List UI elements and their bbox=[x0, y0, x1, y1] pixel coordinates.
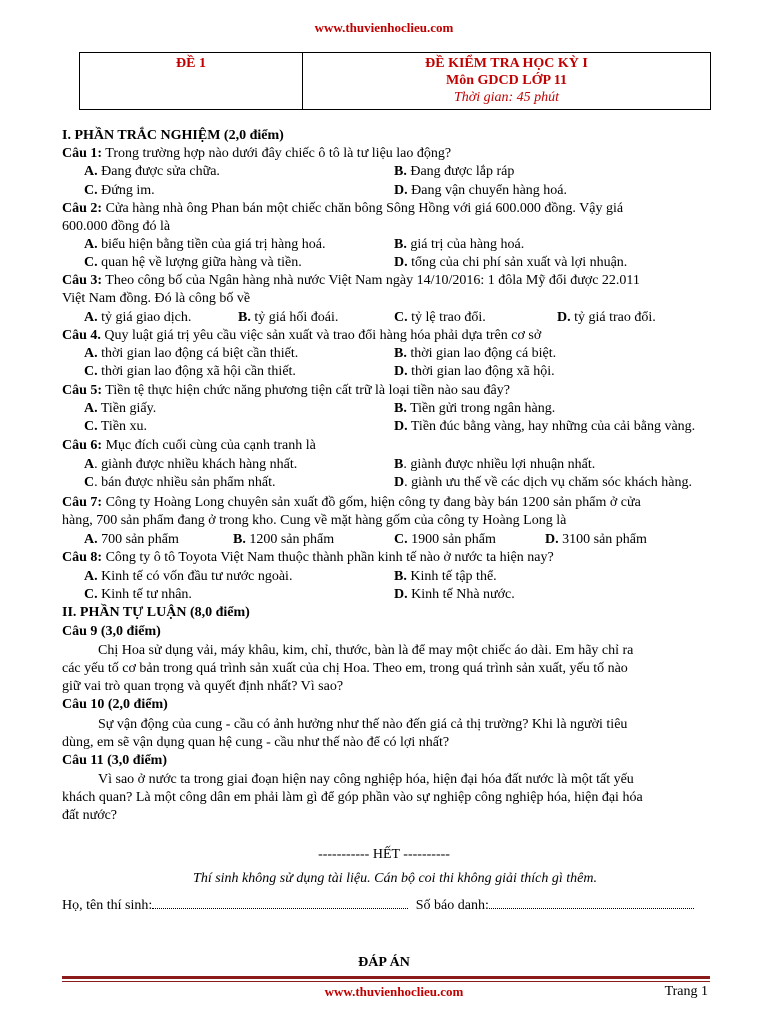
question-7 bbox=[62, 494, 641, 512]
opt-letter: C. bbox=[84, 255, 98, 270]
student-id-label: Số báo danh: bbox=[415, 898, 489, 913]
footer-rule bbox=[62, 976, 710, 979]
opt-letter: B. bbox=[394, 569, 407, 584]
exam-title: ĐỀ KIỂM TRA HỌC KỲ I bbox=[425, 56, 588, 71]
opt-text: Tiền xu. bbox=[97, 419, 148, 434]
opt-text: tỷ giá giao dịch. bbox=[97, 310, 192, 325]
option-a bbox=[84, 531, 179, 549]
option-d bbox=[394, 182, 567, 200]
opt-text: giá trị của hàng hoá. bbox=[406, 237, 525, 252]
option-d bbox=[557, 309, 656, 327]
question-10-line: dùng, em sẽ vận dụng quan hệ cung - cầu như thế nào để có lợi nhất? bbox=[62, 735, 450, 750]
section-2-title: II. PHẦN TỰ LUẬN (8,0 điểm) bbox=[62, 605, 250, 620]
opt-letter: A. bbox=[84, 569, 98, 584]
opt-letter: A. bbox=[84, 532, 98, 547]
option-a bbox=[84, 236, 325, 254]
opt-text: 3100 sản phẩm bbox=[558, 532, 647, 547]
opt-text: Đang được sửa chữa. bbox=[97, 164, 220, 179]
opt-text: Kinh tế tư nhân. bbox=[97, 587, 192, 602]
question-4 bbox=[62, 327, 541, 345]
opt-text: Tiền giấy. bbox=[97, 401, 157, 416]
opt-text: biểu hiện bằng tiền của giá trị hàng hoá. bbox=[97, 237, 326, 252]
option-b bbox=[394, 456, 595, 474]
end-marker: ----------- HẾT ---------- bbox=[318, 847, 450, 862]
section-1-title: I. PHẦN TRẮC NGHIỆM (2,0 điểm) bbox=[62, 128, 284, 143]
q-text: Tiền tệ thực hiện chức năng phương tiện cất trữ là loại tiền nào sau đây? bbox=[102, 383, 510, 398]
opt-letter: B. bbox=[394, 346, 407, 361]
option-a bbox=[84, 400, 156, 418]
exam-code: ĐỀ 1 bbox=[176, 56, 206, 71]
option-c bbox=[84, 254, 302, 272]
question-7-cont: hàng, 700 sản phẩm đang ở trong kho. Cung về mặt hàng gốm của công ty Hoàng Long là bbox=[62, 513, 567, 528]
option-b bbox=[238, 309, 338, 327]
opt-letter: C bbox=[84, 475, 95, 490]
option-c bbox=[84, 418, 147, 436]
student-name-label: Họ, tên thí sinh: bbox=[62, 898, 153, 913]
option-c bbox=[84, 363, 296, 381]
q-label: Câu 1: bbox=[62, 146, 103, 161]
student-name-field[interactable] bbox=[152, 908, 408, 909]
option-b bbox=[233, 531, 334, 549]
option-b bbox=[394, 345, 556, 363]
opt-text: thời gian lao động cá biệt. bbox=[406, 346, 557, 361]
question-2 bbox=[62, 200, 623, 218]
opt-text: . bán được nhiều sản phẩm nhất. bbox=[94, 475, 276, 490]
q-text: Quy luật giá trị yêu cầu việc sản xuất và trao đổi hàng hóa phải dựa trên cơ sở bbox=[100, 328, 542, 343]
option-c bbox=[394, 531, 496, 549]
option-b bbox=[394, 568, 497, 586]
opt-letter: D. bbox=[394, 364, 408, 379]
question-6 bbox=[62, 437, 316, 455]
opt-letter: D. bbox=[394, 419, 408, 434]
opt-letter: B bbox=[394, 457, 404, 472]
exam-subject: Môn GDCD LỚP 11 bbox=[446, 73, 567, 88]
option-d bbox=[394, 254, 627, 272]
opt-letter: B. bbox=[238, 310, 251, 325]
option-d bbox=[545, 531, 647, 549]
question-9-label: Câu 9 (3,0 điểm) bbox=[62, 624, 161, 639]
option-c bbox=[84, 586, 192, 604]
opt-text: thời gian lao động cá biệt cần thiết. bbox=[97, 346, 299, 361]
opt-text: thời gian lao động xã hội cần thiết. bbox=[97, 364, 296, 379]
opt-text: . giành ưu thế về các dịch vụ chăm sóc khách hàng. bbox=[404, 475, 692, 490]
option-b bbox=[394, 163, 514, 181]
opt-letter: D bbox=[394, 475, 405, 490]
q-label: Câu 8: bbox=[62, 550, 103, 565]
q-label: Câu 4. bbox=[62, 328, 101, 343]
opt-text: Tiền gửi trong ngân hàng. bbox=[406, 401, 556, 416]
exam-note: Thí sinh không sử dụng tài liệu. Cán bộ coi thi không giải thích gì thêm. bbox=[193, 871, 597, 886]
q-label: Câu 3: bbox=[62, 273, 103, 288]
q-text: Cửa hàng nhà ông Phan bán một chiếc chăn bông Sông Hồng với giá 600.000 đồng. Vậy giá bbox=[102, 201, 624, 216]
question-9-line: Chị Hoa sử dụng vải, máy khâu, kim, chỉ, thước, bàn là để may một chiếc áo dài. Em hãy chỉ ra bbox=[98, 643, 634, 658]
option-a bbox=[84, 309, 191, 327]
opt-letter: B. bbox=[394, 164, 407, 179]
opt-letter: A bbox=[84, 457, 95, 472]
question-10-label: Câu 10 (2,0 điểm) bbox=[62, 697, 168, 712]
option-a bbox=[84, 456, 297, 474]
opt-letter: A. bbox=[84, 346, 98, 361]
title-box bbox=[79, 52, 711, 110]
opt-text: Kinh tế có vốn đầu tư nước ngoài. bbox=[97, 569, 293, 584]
opt-letter: A. bbox=[84, 401, 98, 416]
option-c bbox=[394, 309, 486, 327]
opt-text: Kinh tế Nhà nước. bbox=[407, 587, 515, 602]
opt-text: tỷ lệ trao đổi. bbox=[407, 310, 486, 325]
q-text: Mục đích cuối cùng của cạnh tranh là bbox=[102, 438, 316, 453]
page-number: Trang 1 bbox=[664, 984, 708, 999]
opt-letter: D. bbox=[557, 310, 571, 325]
opt-letter: B. bbox=[394, 401, 407, 416]
option-c bbox=[84, 182, 155, 200]
student-name-row bbox=[62, 897, 694, 915]
question-11-label: Câu 11 (3,0 điểm) bbox=[62, 753, 167, 768]
opt-text: tỷ giá trao đổi. bbox=[570, 310, 656, 325]
q-text: Công ty ô tô Toyota Việt Nam thuộc thành phần kinh tế nào ở nước ta hiện nay? bbox=[102, 550, 554, 565]
question-8 bbox=[62, 549, 554, 567]
question-11-line: Vì sao ở nước ta trong giai đoạn hiện nay công nghiệp hóa, hiện đại hóa đất nước là một tất yếu bbox=[98, 772, 634, 787]
student-id-field[interactable] bbox=[489, 908, 694, 909]
opt-text: . giành được nhiều khách hàng nhất. bbox=[94, 457, 298, 472]
opt-text: . giành được nhiều lợi nhuận nhất. bbox=[403, 457, 596, 472]
opt-text: quan hệ về lượng giữa hàng và tiền. bbox=[97, 255, 302, 270]
opt-letter: D. bbox=[394, 183, 408, 198]
question-2-cont: 600.000 đồng đó là bbox=[62, 219, 171, 234]
opt-text: tổng của chi phí sản xuất và lợi nhuận. bbox=[407, 255, 628, 270]
question-5 bbox=[62, 382, 510, 400]
footer-site-link[interactable]: www.thuvienhoclieu.com bbox=[324, 984, 464, 999]
option-a bbox=[84, 568, 292, 586]
option-d bbox=[394, 586, 515, 604]
q-text: Trong trường hợp nào dưới đây chiếc ô tô là tư liệu lao động? bbox=[102, 146, 452, 161]
opt-text: 1200 sản phẩm bbox=[245, 532, 335, 547]
option-c bbox=[84, 474, 276, 492]
opt-text: 700 sản phẩm bbox=[97, 532, 179, 547]
question-11-line: đất nước? bbox=[62, 808, 118, 823]
q-text: Theo công bố của Ngân hàng nhà nước Việt Nam ngày 14/10/2016: 1 đôla Mỹ đổi được 22.011 bbox=[102, 273, 640, 288]
opt-letter: C. bbox=[394, 532, 408, 547]
opt-text: Kinh tế tập thể. bbox=[406, 569, 497, 584]
opt-text: Đứng im. bbox=[97, 183, 155, 198]
opt-letter: B. bbox=[233, 532, 246, 547]
opt-letter: A. bbox=[84, 164, 98, 179]
opt-text: Đang được lắp ráp bbox=[406, 164, 515, 179]
question-11-line: khách quan? Là một công dân em phải làm gì để góp phần vào sự nghiệp công nghiệp hóa, hiện đại hóa bbox=[62, 790, 643, 805]
opt-letter: C. bbox=[84, 183, 98, 198]
option-d bbox=[394, 474, 692, 492]
question-1 bbox=[62, 145, 451, 163]
opt-letter: C. bbox=[84, 587, 98, 602]
q-label: Câu 2: bbox=[62, 201, 103, 216]
opt-letter: C. bbox=[84, 419, 98, 434]
question-9-line: các yếu tố cơ bản trong quá trình sản xuất của chị Hoa. Theo em, trong quá trình sản xuất, yếu tố nào bbox=[62, 661, 628, 676]
header-site-link[interactable]: www.thuvienhoclieu.com bbox=[314, 20, 454, 35]
opt-letter: D. bbox=[394, 255, 408, 270]
question-3-cont: Việt Nam đồng. Đó là công bố về bbox=[62, 291, 251, 306]
option-b bbox=[394, 236, 524, 254]
q-label: Câu 6: bbox=[62, 438, 103, 453]
question-3 bbox=[62, 272, 640, 290]
answer-title: ĐÁP ÁN bbox=[358, 955, 410, 970]
q-label: Câu 7: bbox=[62, 495, 103, 510]
opt-text: Tiền đúc bằng vàng, hay những của cải bằng vàng. bbox=[407, 419, 696, 434]
q-text: Công ty Hoàng Long chuyên sản xuất đồ gốm, hiện công ty đang bày bán 1200 sản phẩm ở cửa bbox=[102, 495, 641, 510]
opt-text: Đang vận chuyển hàng hoá. bbox=[407, 183, 568, 198]
opt-letter: D. bbox=[394, 587, 408, 602]
opt-letter: A. bbox=[84, 237, 98, 252]
exam-time: Thời gian: 45 phút bbox=[453, 90, 560, 105]
footer-rule-thin bbox=[62, 981, 710, 982]
opt-letter: A. bbox=[84, 310, 98, 325]
opt-letter: C. bbox=[84, 364, 98, 379]
opt-letter: C. bbox=[394, 310, 408, 325]
opt-letter: D. bbox=[545, 532, 559, 547]
q-label: Câu 5: bbox=[62, 383, 103, 398]
question-9-line: giữ vai trò quan trọng và quyết định nhất? Vì sao? bbox=[62, 679, 344, 694]
opt-text: 1900 sản phẩm bbox=[407, 532, 496, 547]
opt-text: tỷ giá hối đoái. bbox=[250, 310, 339, 325]
option-d bbox=[394, 418, 695, 436]
option-b bbox=[394, 400, 555, 418]
question-10-line: Sự vận động của cung - cầu có ảnh hưởng như thế nào đến giá cả thị trường? Khi là người tiêu bbox=[98, 717, 628, 732]
option-a bbox=[84, 345, 298, 363]
opt-text: thời gian lao động xã hội. bbox=[407, 364, 555, 379]
option-d bbox=[394, 363, 555, 381]
option-a bbox=[84, 163, 220, 181]
opt-letter: B. bbox=[394, 237, 407, 252]
